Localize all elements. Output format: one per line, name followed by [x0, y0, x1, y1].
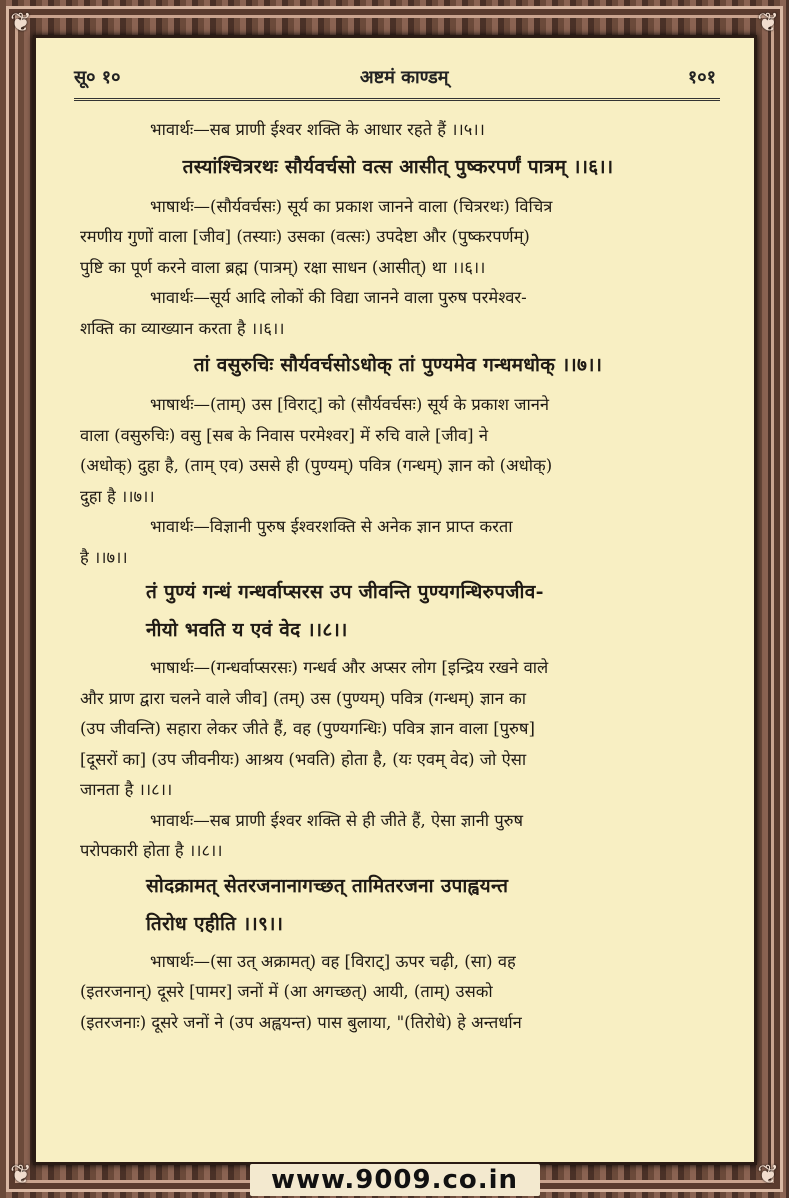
text-line: वाला (वसुरुचिः) वसु [सब के निवास परमेश्वर] में रुचि वाले [जीव] ने: [80, 425, 489, 445]
header-rule: [74, 98, 720, 101]
page-header: [74, 64, 716, 90]
text-line: भावार्थः—सूर्य आदि लोकों की विद्या जानने वाला पुरुष परमेश्वर-: [150, 288, 527, 307]
text-line: जानता है ।।८।।: [80, 780, 173, 799]
corner-ornament-icon: ❦: [757, 8, 779, 38]
mantra-9-line2: तिरोध एहीति ।।९।।: [146, 912, 284, 935]
corner-ornament-icon: ❦: [10, 1160, 32, 1190]
text-line: रमणीय गुणों वाला [जीव] (तस्याः) उसका (वत्सः) उपदेष्टा और (पुष्करपर्णम्): [80, 227, 530, 246]
text-line: और प्राण द्वारा चलने वाले जीव] (तम्) उस (पुण्यम्) पवित्र (गन्धम्) ज्ञान का: [80, 688, 527, 708]
text-line: भाषार्थः—(ताम्) उस [विराट्] को (सौर्यवर्चसः) सूर्य के प्रकाश जानने: [150, 395, 550, 414]
text-line: दुहा है ।।७।।: [80, 486, 155, 506]
book-page: [36, 38, 754, 1162]
mantra-9-line1: सोदक्रामत् सेतरजनानागच्छत् तामितरजना उपाह्वयन्त: [146, 874, 509, 897]
text-line: शक्ति का व्याख्यान करता है ।।६।।: [80, 318, 285, 338]
page-number: १०१: [687, 67, 716, 88]
text-line: [दूसरों का] (उप जीवनीयः) आश्रय (भवति) होता है, (यः एवम् वेद) जो ऐसा: [80, 749, 527, 769]
text-line: (इतरजनान्) दूसरे [पामर] जनों में (आ अगच्छत्) आयी, (ताम्) उसको: [80, 982, 493, 1001]
text-line: परोपकारी होता है ।।८।।: [80, 841, 223, 860]
kanda-title: अष्टमं काण्डम्: [359, 67, 449, 88]
text-line: (इतरजनाः) दूसरे जनों ने (उप अह्वयन्त) पास बुलाया, "(तिरोधे) हे अन्तर्धान: [80, 1012, 522, 1032]
corner-ornament-icon: ❦: [10, 8, 32, 38]
bhavartha-5: भावार्थः—सब प्राणी ईश्वर शक्ति के आधार रहते हैं ।।५।।: [150, 120, 485, 139]
text-line: पुष्टि का पूर्ण करने वाला ब्रह्म (पात्रम्) रक्षा साधन (आसीत्) था ।।६।।: [80, 257, 486, 277]
text-line: है ।।७।।: [80, 547, 128, 567]
mantra-6: तस्यांश्चित्ररथः सौर्यवर्चसो वत्स आसीत् पुष्करपर्णं पात्रम् ।।६।।: [182, 155, 614, 178]
page-body: [80, 116, 716, 1039]
text-line: भाषार्थः—(सा उत् अक्रामत्) वह [विराट्] ऊपर चढ़ी, (सा) वह: [150, 951, 516, 971]
text-line: (उप जीवन्ति) सहारा लेकर जीते हैं, वह (पुण्यगन्धिः) पवित्र ज्ञान वाला [पुरुष]: [80, 719, 535, 738]
text-line: भावार्थः—सब प्राणी ईश्वर शक्ति से ही जीते हैं, ऐसा ज्ञानी पुरुष: [150, 810, 524, 830]
mantra-7: तां वसुरुचिः सौर्यवर्चसोऽधोक् तां पुण्यमेव गन्धमधोक् ।।७।।: [193, 354, 603, 376]
text-line: (अधोक्) दुहा है, (ताम् एव) उससे ही (पुण्यम्) पवित्र (गन्धम्) ज्ञान को (अधोक्): [80, 456, 553, 475]
text-line: भाषार्थः—(गन्धर्वाप्सरसः) गन्धर्व और अप्सर लोग [इन्द्रिय रखने वाले: [150, 658, 549, 677]
corner-ornament-icon: ❦: [757, 1160, 779, 1190]
website-footer: [0, 1162, 789, 1198]
website-link[interactable]: www.9009.co.in: [270, 1165, 519, 1195]
text-line: भाषार्थः—(सौर्यवर्चसः) सूर्य का प्रकाश जानने वाला (चित्ररथः) विचित्र: [150, 196, 553, 216]
text-line: भावार्थः—विज्ञानी पुरुष ईश्वरशक्ति से अनेक ज्ञान प्राप्त करता: [150, 517, 513, 536]
sutra-number: सू० १०: [74, 67, 121, 88]
mantra-8-line1: तं पुण्यं गन्धं गन्धर्वाप्सरस उप जीवन्ति पुण्यगन्धिरुपजीव-: [146, 581, 544, 603]
mantra-8-line2: नीयो भवति य एवं वेद ।।८।।: [146, 619, 348, 641]
